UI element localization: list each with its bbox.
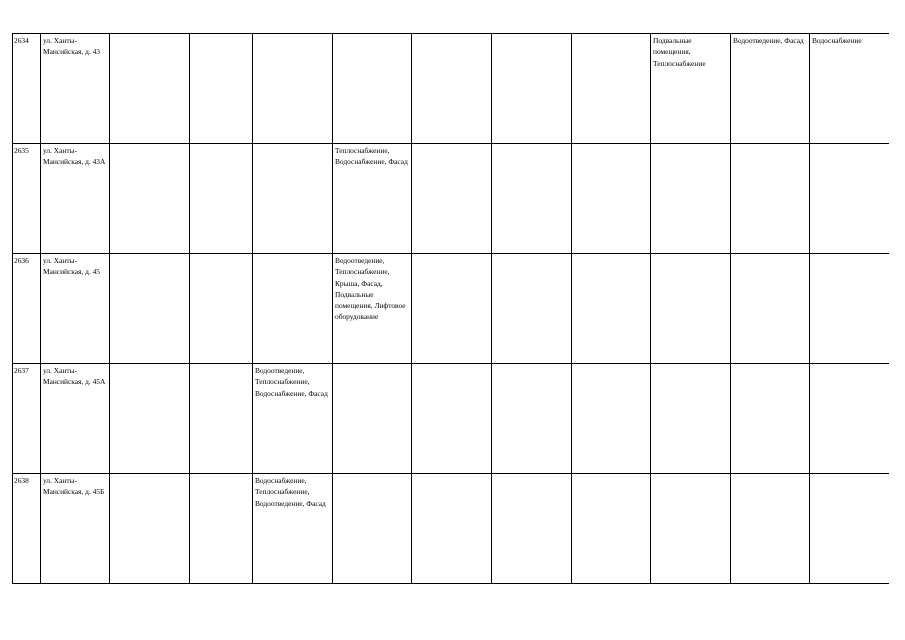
work-type-cell: Водоотведение, Фасад [731,34,810,144]
work-type-cell [572,254,651,364]
row-number-cell: 2638 [13,474,41,584]
work-type-cell [333,34,412,144]
work-type-cell [333,364,412,474]
work-type-cell [731,364,810,474]
work-type-cell [731,254,810,364]
work-type-cell [190,364,253,474]
work-type-cell [810,144,889,254]
work-type-cell [110,34,190,144]
work-type-cell [572,364,651,474]
work-type-cell [651,254,731,364]
work-type-cell [492,364,572,474]
work-type-cell [731,144,810,254]
row-number-cell: 2635 [13,144,41,254]
work-type-cell [110,254,190,364]
work-type-cell [412,254,492,364]
work-type-cell [190,254,253,364]
address-cell: ул. Ханты-Мансийская, д. 45 [41,254,110,364]
work-type-cell [572,474,651,584]
work-type-cell [253,144,333,254]
work-type-cell [412,34,492,144]
work-type-cell [572,34,651,144]
work-type-cell [492,474,572,584]
work-type-cell [651,474,731,584]
table-row [13,254,889,364]
work-type-cell [651,364,731,474]
work-type-cell [190,144,253,254]
work-type-cell: Водоотведение, Теплоснабжение, Крыша, Фасад, Подвальные помещения, Лифтовое оборудование [333,254,412,364]
work-type-cell: Водоснабжение [810,34,889,144]
work-type-cell [253,254,333,364]
work-type-cell [110,364,190,474]
work-type-cell: Теплоснабжение, Водоснабжение, Фасад [333,144,412,254]
address-cell: ул. Ханты-Мансийская, д. 45Б [41,474,110,584]
work-type-cell [651,144,731,254]
row-number-cell: 2636 [13,254,41,364]
table-row [13,474,889,584]
work-type-cell [572,144,651,254]
work-type-cell [412,474,492,584]
work-type-cell [810,474,889,584]
work-type-cell [253,34,333,144]
works-table [12,33,889,584]
table-row [13,364,889,474]
work-type-cell: Водоснабжение, Теплоснабжение, Водоотведение, Фасад [253,474,333,584]
work-type-cell [492,34,572,144]
work-type-cell: Водоотведение, Теплоснабжение, Водоснабжение, Фасад [253,364,333,474]
work-type-cell [110,144,190,254]
work-type-cell [190,34,253,144]
address-cell: ул. Ханты-Мансийская, д. 45А [41,364,110,474]
address-cell: ул. Ханты-Мансийская, д. 43 [41,34,110,144]
work-type-cell [110,474,190,584]
work-type-cell [492,254,572,364]
table-row [13,144,889,254]
address-cell: ул. Ханты-Мансийская, д. 43А [41,144,110,254]
work-type-cell [412,364,492,474]
work-type-cell [333,474,412,584]
work-type-cell [412,144,492,254]
work-type-cell [731,474,810,584]
work-type-cell: Подвальные помещения, Теплоснабжение [651,34,731,144]
row-number-cell: 2637 [13,364,41,474]
work-type-cell [810,364,889,474]
work-type-cell [190,474,253,584]
row-number-cell: 2634 [13,34,41,144]
work-type-cell [492,144,572,254]
table-row [13,34,889,144]
work-type-cell [810,254,889,364]
